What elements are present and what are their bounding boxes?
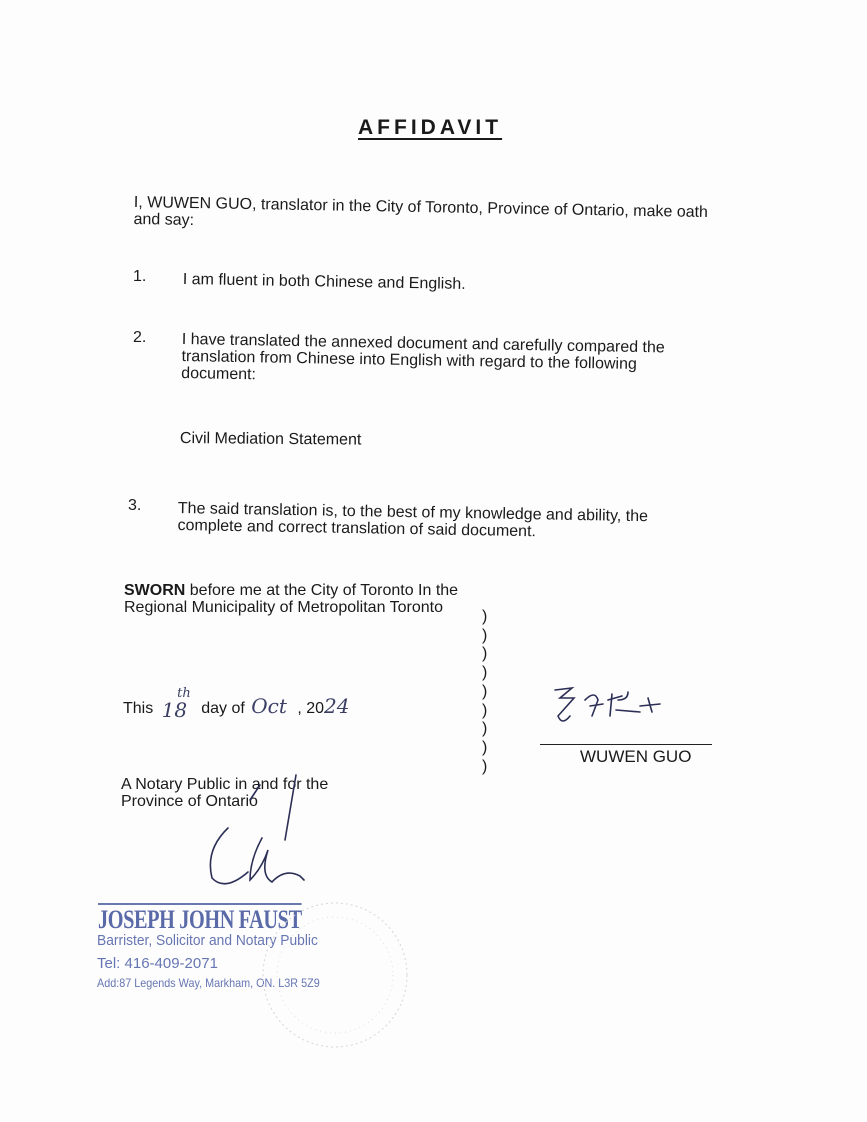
item-text: I have translated the annexed document and carefully compared the translation from Chinese into English with regard to the following document: xyxy=(181,331,665,384)
date-line xyxy=(123,686,350,722)
sworn-statement xyxy=(124,582,464,616)
stamp-role: Barrister, Solicitor and Notary Public xyxy=(97,932,318,949)
stamp-address: Add:87 Legends Way, Markham, ON. L3R 5Z9 xyxy=(97,976,320,990)
day-handwritten: 18 xyxy=(161,698,188,722)
sworn-label: SWORN xyxy=(124,582,186,599)
date-day-of-label: day of xyxy=(201,700,245,717)
sworn-text: before me at the City of Toronto In the Regional Municipality of Metropolitan Toronto xyxy=(124,582,459,616)
page-title: AFFIDAVIT xyxy=(358,116,503,139)
year-handwritten: 24 xyxy=(324,694,350,718)
item-text: The said translation is, to the best of my knowledge and ability, the complete and correct translation of said document. xyxy=(177,500,649,541)
item-number: 2. xyxy=(133,329,147,346)
date-this-label: This xyxy=(123,700,154,717)
document-name: Civil Mediation Statement xyxy=(179,430,362,449)
stamp-phone: Tel: 416-409-2071 xyxy=(97,955,218,972)
item-text: I am fluent in both Chinese and English. xyxy=(182,271,466,293)
bracket-column: ) ) ) ) ) ) ) ) ) xyxy=(482,608,488,775)
stamp-name: JOSEPH JOHN FAUST xyxy=(98,905,302,934)
item-number: 1. xyxy=(133,268,147,285)
day-suffix-handwritten: th xyxy=(177,686,191,701)
notary-caption: A Notary Public in and for the Province of Ontario xyxy=(121,776,329,810)
item-number: 3. xyxy=(128,497,142,514)
signature-line xyxy=(540,744,712,745)
month-handwritten: Oct xyxy=(251,694,287,718)
intro-paragraph: I, WUWEN GUO, translator in the City of Toronto, Province of Ontario, make oath and say: xyxy=(133,194,709,230)
signer-name: WUWEN GUO xyxy=(580,747,692,766)
year-prefix: , 20 xyxy=(297,700,325,717)
